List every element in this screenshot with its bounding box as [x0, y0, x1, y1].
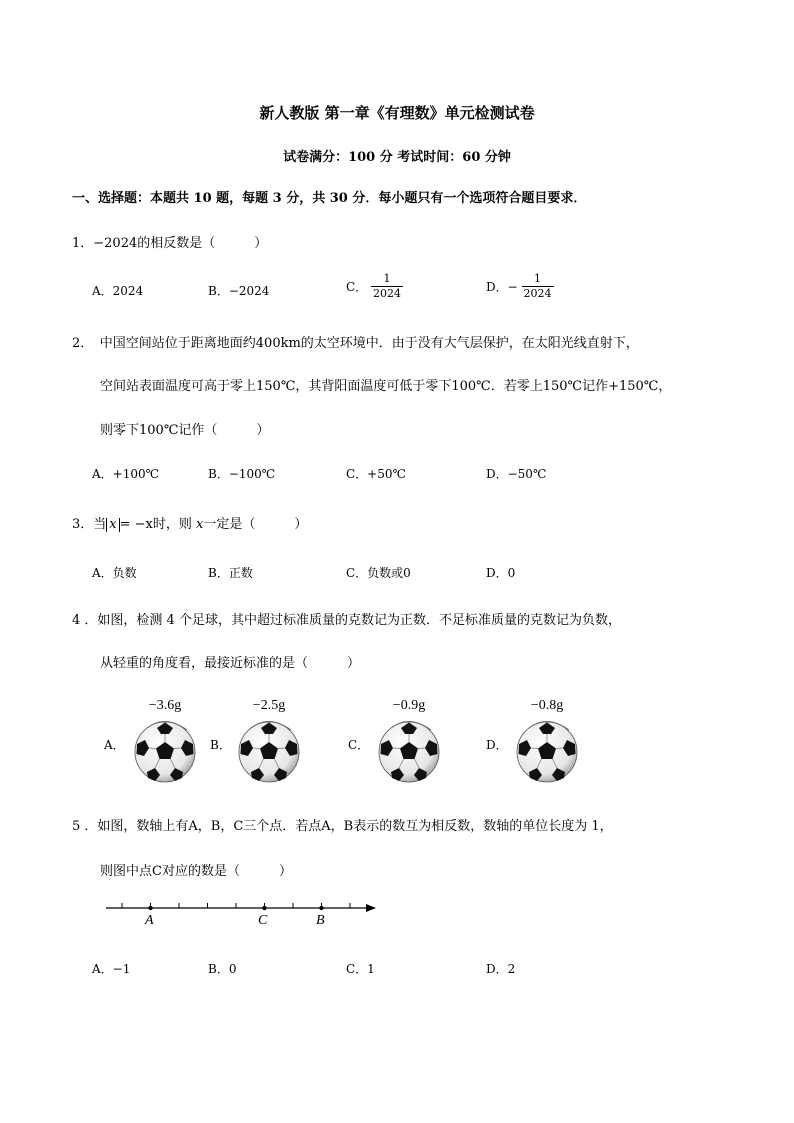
q5-option-b[interactable]: B．0	[208, 962, 237, 976]
q3-middle: = −x时，则	[119, 517, 192, 532]
absolute-value-x: x	[106, 518, 119, 532]
q5-option-a[interactable]: A．−1	[92, 962, 131, 976]
q1-option-d-fraction	[522, 272, 554, 301]
soccer-ball-icon	[133, 720, 197, 784]
ball-mass-label: −0.8g	[530, 698, 564, 713]
q4-option-letter[interactable]: D．	[486, 738, 508, 752]
exam-info: 试卷满分：100 分 考试时间：60 分钟	[283, 150, 511, 165]
ball-mass-label: −0.9g	[392, 698, 426, 713]
q4-option-letter[interactable]: C．	[348, 738, 370, 752]
number-line-point	[148, 906, 152, 910]
q1-option-a[interactable]: A．2024	[92, 284, 144, 298]
fraction-numerator: 1	[534, 272, 542, 285]
page-title: 新人教版 第一章《有理数》单元检测试卷	[259, 104, 535, 122]
q1-option-c[interactable]	[346, 272, 403, 301]
q5-option-d[interactable]: D．2	[486, 962, 516, 976]
q4-option-letter[interactable]: A．	[104, 738, 125, 752]
q2-option-a[interactable]: A．+100℃	[92, 467, 160, 481]
q4-ball-option[interactable]	[374, 698, 444, 788]
fraction-numerator: 1	[383, 272, 391, 285]
soccer-ball-icon	[377, 720, 441, 784]
question-4-line-1: 4 ．如图，检测 4 个足球，其中超过标准质量的克数记为正数．不足标准质量的克数记为负数，	[72, 613, 621, 628]
question-5-line-2: 则图中点C对应的数是（ ）	[100, 864, 292, 879]
ball-mass-label: −3.6g	[148, 698, 182, 713]
soccer-ball-icon	[237, 720, 301, 784]
fraction-denominator: 2024	[523, 287, 552, 300]
q3-suffix: 一定是（ ）	[203, 517, 308, 532]
question-2-line-1: 2． 中国空间站位于距离地面约400km的太空环境中．由于没有大气层保护，在太阳光线直射下，	[72, 336, 639, 351]
q2-option-d[interactable]: D．−50℃	[486, 467, 547, 481]
point-label-a: A	[145, 913, 154, 928]
question-2-line-3: 则零下100℃记作（ ）	[100, 423, 270, 438]
number-line-point	[262, 906, 266, 910]
q4-option-letter[interactable]: B．	[210, 738, 231, 752]
point-label-b: B	[316, 913, 325, 928]
section-heading: 一、选择题：本题共 10 题，每题 3 分，共 30 分．每小题只有一个选项符合题目要求．	[72, 191, 587, 206]
q3-option-c[interactable]: C．负数或0	[346, 566, 411, 580]
q4-ball-option[interactable]	[512, 698, 582, 788]
number-line-arrow	[366, 904, 376, 912]
q1-option-d-letter: D．−	[486, 280, 518, 294]
number-line	[100, 898, 390, 938]
number-line-ticks	[122, 903, 350, 910]
q2-option-b[interactable]: B．−100℃	[208, 467, 276, 481]
fraction-denominator: 2024	[373, 287, 402, 300]
q3-option-a[interactable]: A．负数	[92, 566, 137, 580]
q1-option-b[interactable]: B．−2024	[208, 284, 270, 298]
question-4-line-2: 从轻重的角度看，最接近标准的是（ ）	[100, 656, 361, 671]
q1-option-d[interactable]	[486, 272, 554, 301]
soccer-ball-icon	[515, 720, 579, 784]
q1-option-c-letter: C．	[346, 280, 368, 294]
question-5-line-1: 5 ．如图，数轴上有A，B，C三个点．若点A，B表示的数互为相反数，数轴的单位长度为 1，	[72, 819, 613, 834]
question-3-stem	[72, 513, 307, 532]
number-line-point	[319, 906, 323, 910]
q3-variable: x	[196, 517, 204, 532]
q1-option-c-fraction	[371, 272, 403, 301]
question-1-stem: 1．−2024的相反数是（ ）	[72, 236, 268, 251]
q3-option-d[interactable]: D．0	[486, 566, 516, 580]
ball-mass-label: −2.5g	[252, 698, 286, 713]
q5-option-c[interactable]: C．1	[346, 962, 375, 976]
q4-ball-option[interactable]	[234, 698, 304, 788]
q3-option-b[interactable]: B．正数	[208, 566, 253, 580]
q4-ball-option[interactable]	[130, 698, 200, 788]
question-2-line-2: 空间站表面温度可高于零上150℃，其背阳面温度可低于零下100℃．若零上150℃记作+150℃，	[100, 379, 672, 394]
point-label-c: C	[258, 913, 268, 928]
q3-prefix: 3．当	[72, 517, 107, 532]
q2-option-c[interactable]: C．+50℃	[346, 467, 406, 481]
